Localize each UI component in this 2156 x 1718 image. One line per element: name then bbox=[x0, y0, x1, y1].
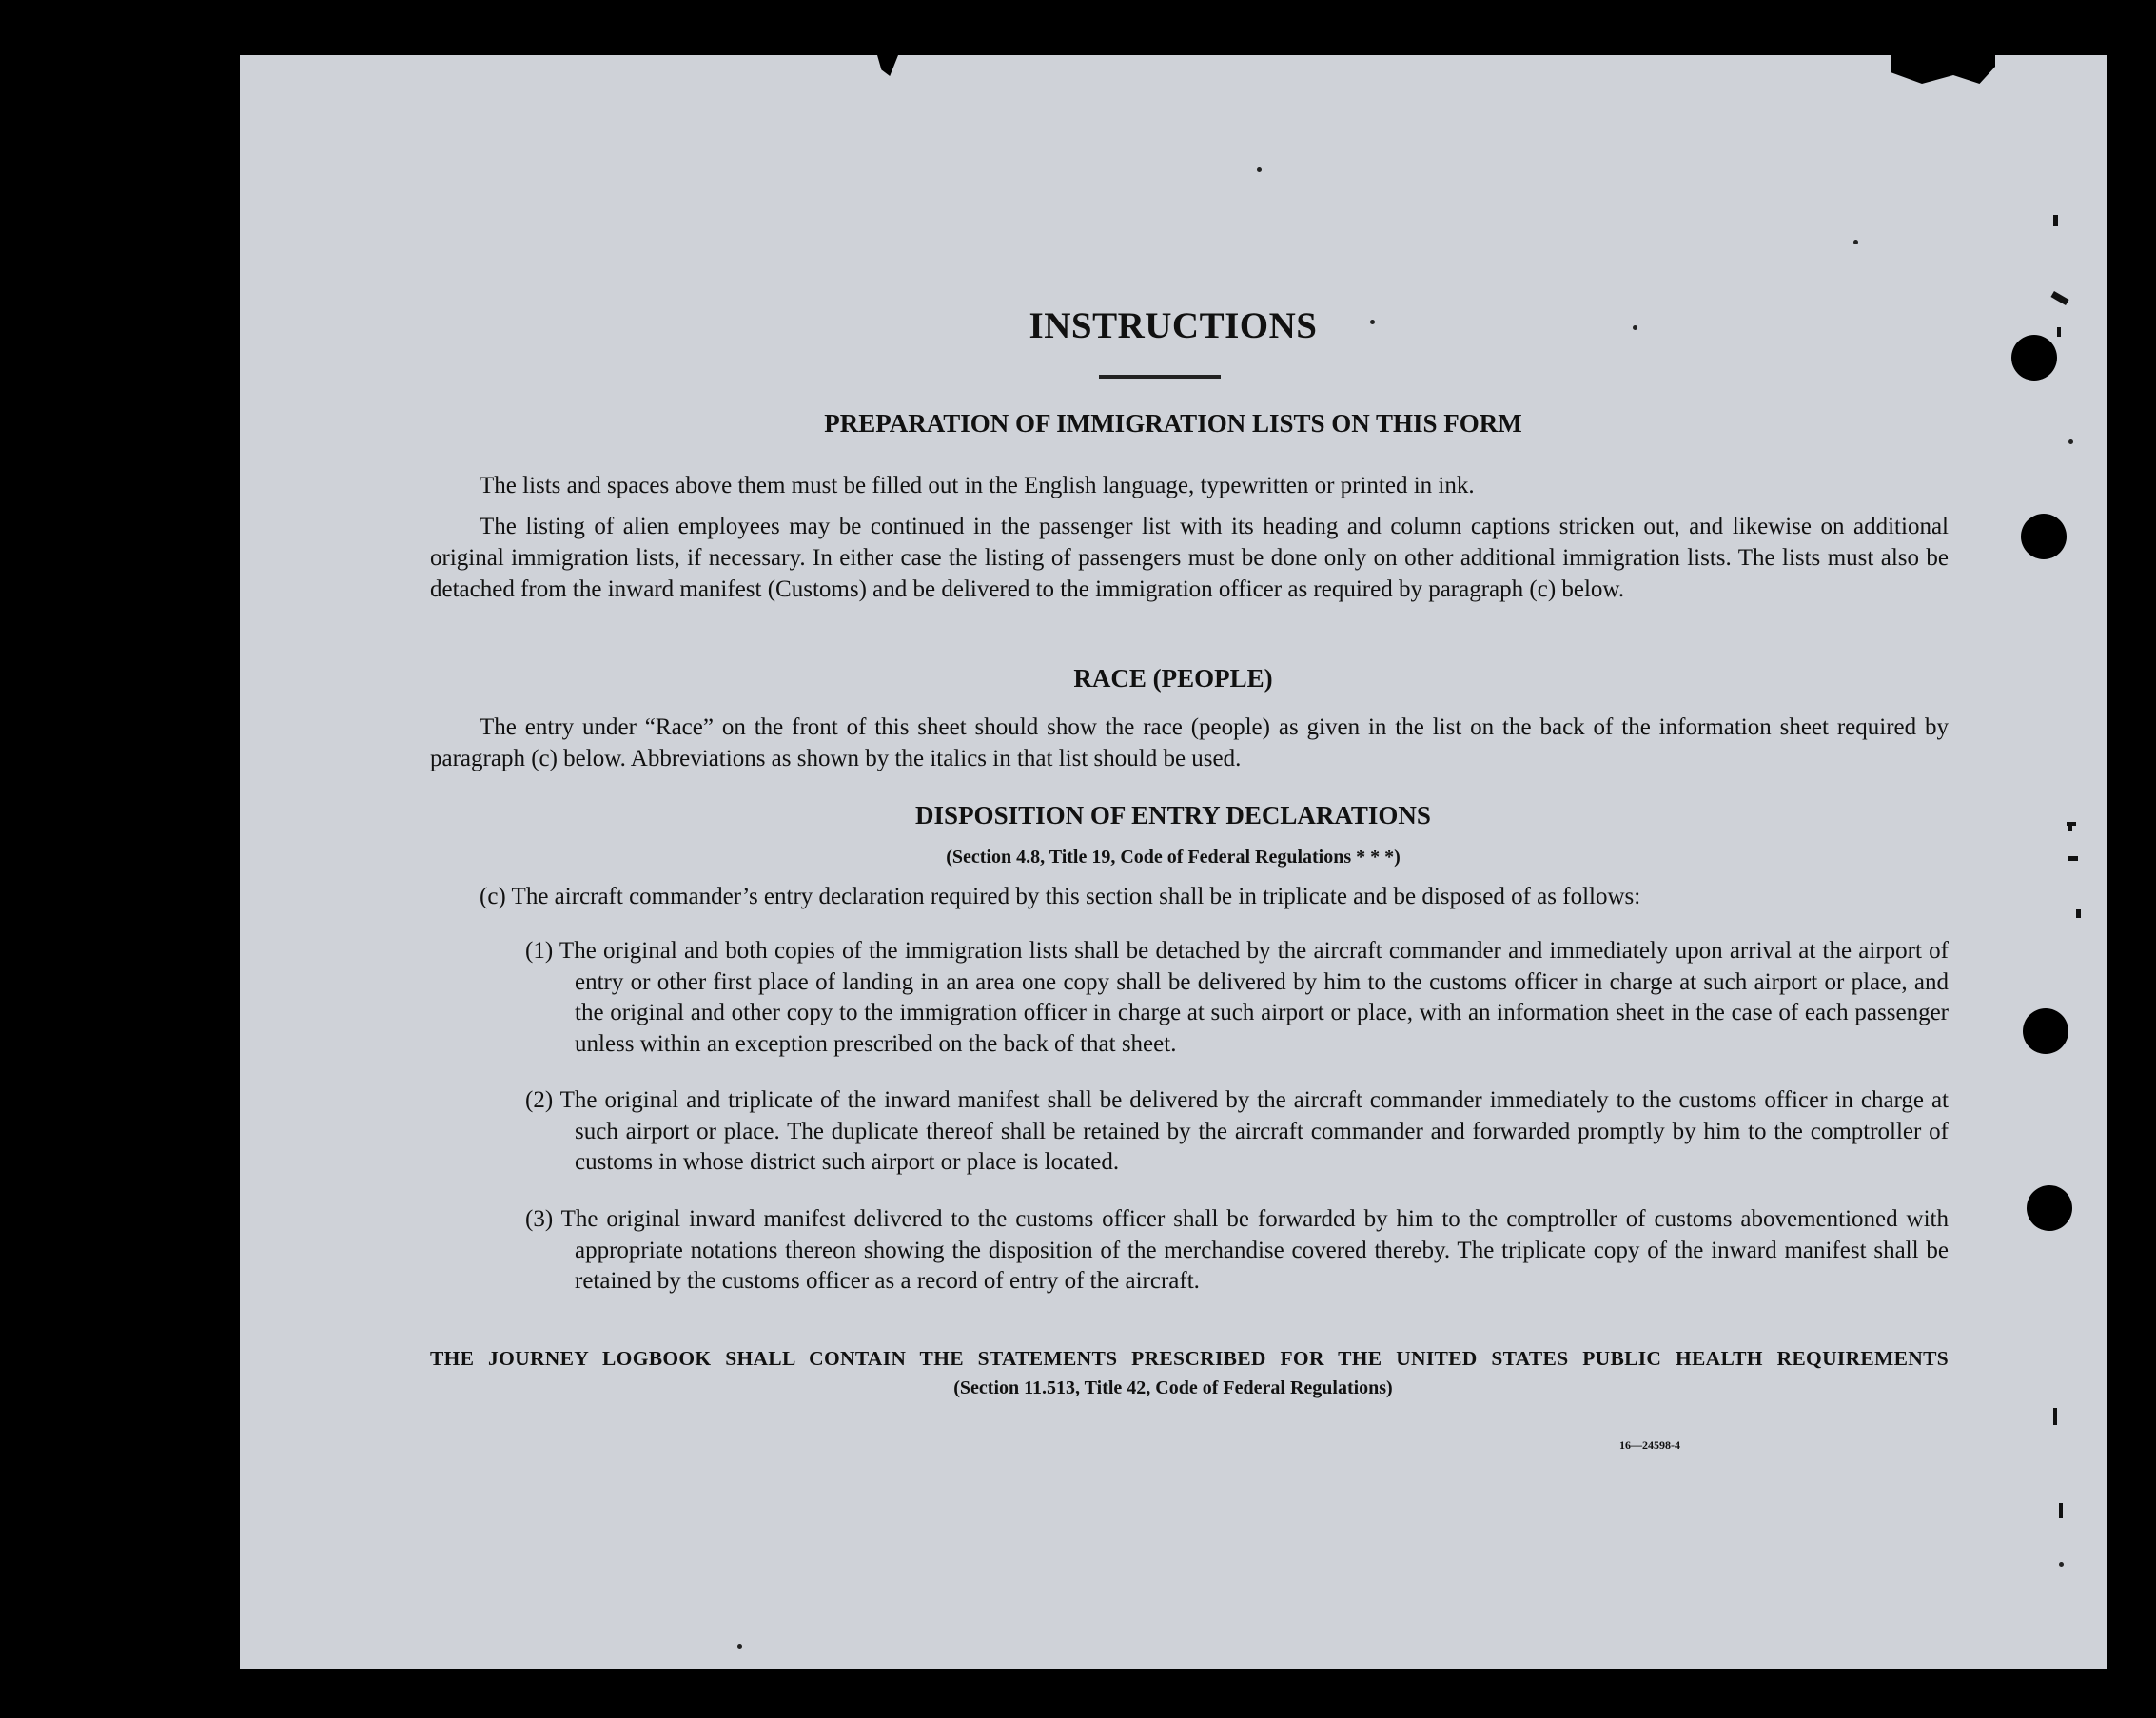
speck-mark bbox=[2053, 215, 2058, 226]
speck-mark bbox=[737, 1644, 742, 1649]
form-number: 16—24598-4 bbox=[1619, 1438, 1680, 1452]
speck-mark bbox=[1853, 240, 1858, 244]
punch-hole bbox=[2027, 1185, 2072, 1231]
section-preparation-text bbox=[430, 470, 1949, 605]
section-heading-race: RACE (PEOPLE) bbox=[1073, 664, 1273, 693]
paragraph: The listing of alien employees may be continued in the passenger list with its heading and column captions stricken out, and likewise on additional original immigration lists, if necessary. In either case the listing of passengers must be done only on other additional immigration lists. The lists must also be detached from the inward manifest (Customs) and be delivered to the immigration officer as required by paragraph (c) below. bbox=[430, 514, 1949, 602]
list-item: (3) The original inward manifest delivered to the customs officer shall be forwarded by him to the comptroller of customs abovementioned with appropriate notations thereon showing the disposition of the merchandise covered thereby. The triplicate copy of the inward manifest shall be retained by the customs officer as a record of entry of the aircraft. bbox=[525, 1206, 1949, 1294]
punch-hole bbox=[2021, 514, 2067, 559]
torn-edge bbox=[1891, 55, 1995, 84]
speck-mark bbox=[1257, 167, 1262, 172]
page-title: INSTRUCTIONS bbox=[1029, 305, 1318, 346]
section-race-text bbox=[430, 712, 1949, 774]
speck-mark bbox=[2059, 1562, 2064, 1567]
section-heading-preparation: PREPARATION OF IMMIGRATION LISTS ON THIS FORM bbox=[824, 409, 1522, 438]
punch-hole bbox=[2023, 1008, 2068, 1054]
footer-citation: (Section 11.513, Title 42, Code of Federal Regulations) bbox=[953, 1377, 1393, 1398]
paragraph: The entry under “Race” on the front of this sheet should show the race (people) as given in the list on the back of the information sheet required by paragraph (c) below. Abbreviations as shown by the italics in that list should be used. bbox=[430, 714, 1949, 771]
section-disposition-intro bbox=[430, 881, 1949, 912]
health-requirements-statement: THE JOURNEY LOGBOOK SHALL CONTAIN THE STATEMENTS PRESCRIBED FOR THE UNITED STATES PUBLIC HEALTH REQUIREMENTS bbox=[430, 1347, 1949, 1370]
torn-edge bbox=[877, 55, 898, 76]
section-heading-disposition: DISPOSITION OF ENTRY DECLARATIONS bbox=[915, 801, 1431, 830]
list-item: (1) The original and both copies of the immigration lists shall be detached by the aircraft commander and immediately upon arrival at the airport of entry or other first place of landing in an area one copy shall be delivered by him to the customs officer in charge at such airport or place, and the original and other copy to the immigration officer in charge at such airport or place, with an information sheet in the case of each passenger unless within an exception prescribed on the back of that sheet. bbox=[525, 938, 1949, 1057]
speck-mark bbox=[2068, 439, 2073, 444]
speck-mark bbox=[2050, 291, 2068, 305]
regulation-citation: (Section 4.8, Title 19, Code of Federal Regulations * * *) bbox=[946, 847, 1401, 868]
paragraph: (c) The aircraft commander’s entry declaration required by this section shall be in triplicate and be disposed of as follows: bbox=[480, 884, 1641, 909]
paragraph: The lists and spaces above them must be filled out in the English language, typewritten or printed in ink. bbox=[480, 473, 1475, 498]
title-underline bbox=[1099, 375, 1221, 379]
list-item: (2) The original and triplicate of the inward manifest shall be delivered by the aircraft commander immediately to the customs officer in charge at such airport or place. The duplicate thereof shall be retained by the aircraft commander and forwarded promptly by him to the comptroller of customs in whose district such airport or place is located. bbox=[525, 1087, 1949, 1175]
speck-mark bbox=[2059, 1503, 2063, 1518]
speck-mark bbox=[2053, 1408, 2057, 1425]
speck-mark bbox=[2076, 909, 2081, 918]
document-page bbox=[240, 55, 2107, 1669]
